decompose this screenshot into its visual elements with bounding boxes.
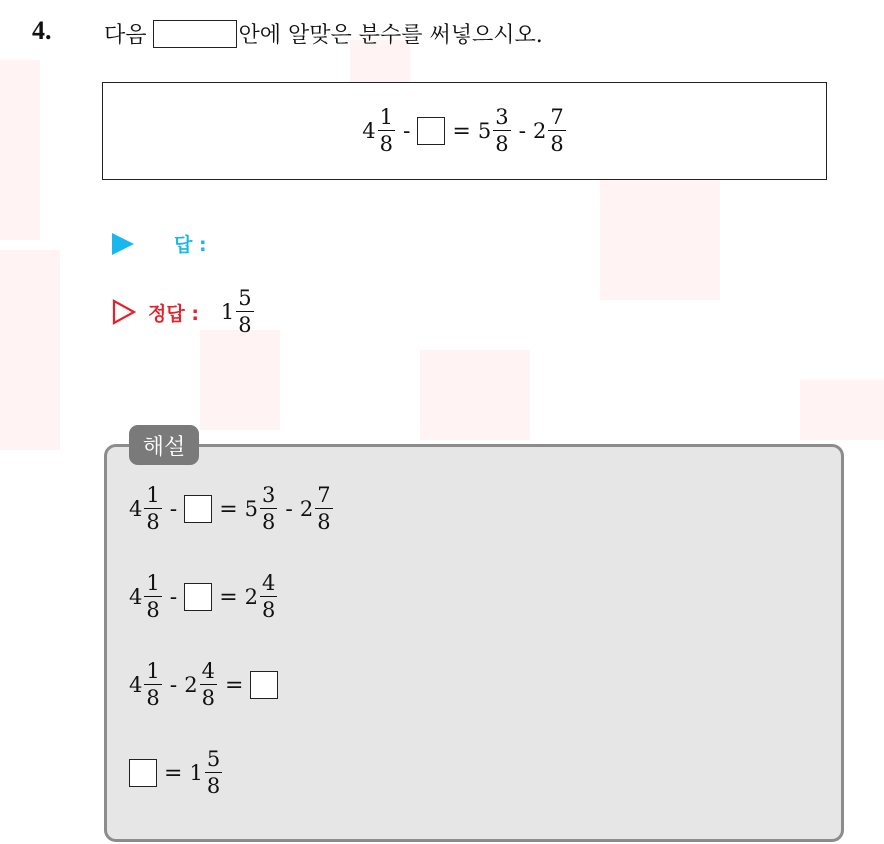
mixed-whole: 1: [189, 761, 203, 785]
unknown-box: [417, 117, 445, 145]
numerator: 5: [238, 286, 252, 310]
denominator: 8: [146, 686, 160, 710]
mixed-whole: 4: [362, 119, 376, 143]
minus-sign: -: [285, 496, 293, 522]
question-text-before: 다음: [104, 23, 147, 48]
correct-answer-label: 정답 :: [148, 302, 199, 325]
mixed-whole: 2: [299, 497, 314, 521]
equation-box: [102, 82, 827, 180]
fraction: [144, 485, 161, 533]
unknown-box: [184, 583, 212, 611]
equals-sign: =: [219, 584, 238, 610]
denominator: 8: [201, 686, 215, 710]
correct-answer-row: [112, 288, 255, 336]
background-tint: [600, 180, 720, 300]
denominator: 8: [146, 510, 160, 534]
question-number: 4.: [32, 16, 52, 45]
mixed-whole: 4: [129, 673, 143, 697]
fraction: [236, 288, 253, 336]
outline-triangle-icon: [112, 299, 136, 325]
equals-sign: =: [452, 118, 471, 144]
question-text: [104, 18, 543, 49]
background-tint: [0, 60, 40, 240]
denominator: 8: [206, 774, 221, 798]
fraction: [200, 661, 217, 709]
answer-row: [112, 230, 207, 257]
numerator: 4: [201, 659, 215, 683]
explanation-box: [104, 444, 844, 842]
numerator: 5: [206, 747, 221, 771]
minus-sign: -: [169, 672, 178, 698]
unknown-box: [129, 759, 157, 787]
explanation-title: 해설: [129, 425, 199, 465]
denominator: 8: [550, 132, 564, 156]
denominator: 8: [262, 510, 276, 534]
fraction: [205, 749, 222, 797]
background-tint: [800, 380, 884, 440]
explanation-step-1: [129, 485, 334, 533]
denominator: 8: [238, 313, 252, 337]
explanation-step-4: [129, 749, 223, 797]
minus-sign: -: [402, 118, 411, 144]
mixed-whole: 1: [220, 300, 235, 324]
unknown-box: [184, 495, 212, 523]
explanation-step-3: [129, 661, 278, 709]
fraction: [260, 485, 277, 533]
denominator: 8: [495, 132, 509, 156]
denominator: 8: [262, 598, 276, 622]
background-tint: [200, 330, 280, 430]
numerator: 1: [146, 483, 160, 507]
mixed-whole: 2: [533, 119, 547, 143]
mixed-whole: 4: [129, 585, 143, 609]
mixed-whole: 2: [244, 585, 258, 609]
blank-box: [153, 20, 237, 48]
question-text-after: 안에 알맞은 분수를 써넣으시오.: [238, 23, 543, 48]
equation: [362, 107, 567, 155]
fraction: [493, 107, 510, 155]
filled-triangle-icon: [112, 233, 134, 255]
fraction: [144, 661, 161, 709]
fraction: [378, 107, 395, 155]
fraction: [144, 573, 161, 621]
numerator: 3: [262, 483, 276, 507]
fraction: [548, 107, 565, 155]
explanation-step-2: [129, 573, 278, 621]
numerator: 1: [146, 659, 160, 683]
minus-sign: -: [169, 496, 178, 522]
minus-sign: -: [169, 584, 178, 610]
numerator: 7: [550, 105, 564, 129]
answer-label: 답 :: [174, 234, 207, 256]
equals-sign: =: [224, 672, 244, 698]
unknown-box: [250, 671, 278, 699]
fraction: [260, 573, 277, 621]
numerator: 1: [379, 105, 393, 129]
minus-sign: -: [518, 118, 527, 144]
mixed-whole: 2: [184, 673, 198, 697]
background-tint: [420, 350, 530, 440]
denominator: 8: [379, 132, 393, 156]
denominator: 8: [317, 510, 331, 534]
denominator: 8: [146, 598, 160, 622]
numerator: 7: [317, 483, 331, 507]
mixed-whole: 5: [244, 497, 258, 521]
numerator: 4: [262, 571, 276, 595]
background-tint: [0, 250, 60, 450]
numerator: 1: [146, 571, 160, 595]
numerator: 3: [495, 105, 509, 129]
equals-sign: =: [219, 496, 238, 522]
mixed-whole: 4: [129, 497, 143, 521]
equals-sign: =: [164, 760, 183, 786]
correct-answer-value: [221, 288, 255, 336]
mixed-whole: 5: [477, 119, 492, 143]
fraction: [315, 485, 332, 533]
